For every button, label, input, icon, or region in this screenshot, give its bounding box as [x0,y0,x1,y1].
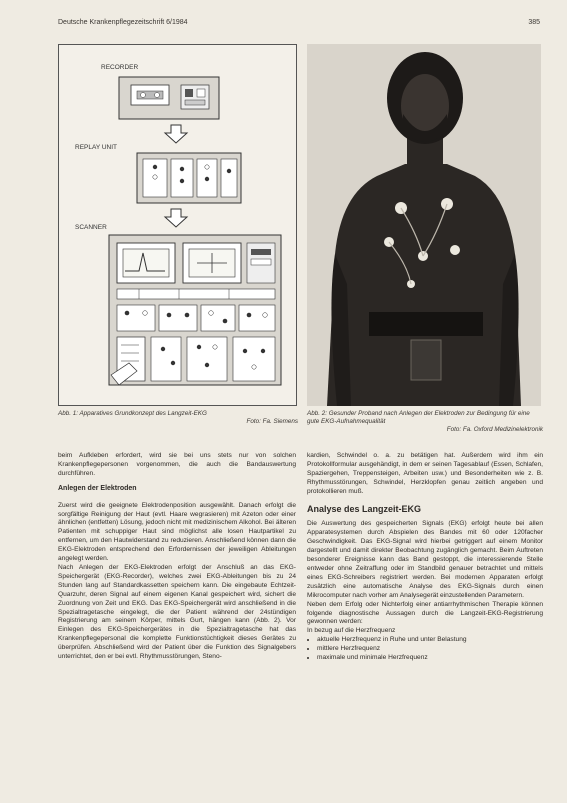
arrow-recorder-to-replay [165,125,187,143]
figure2-caption-block [307,410,543,434]
page-header [58,19,540,31]
list-item: • maximale und minimale Herzfrequenz [317,654,543,663]
right-text-column [307,452,543,797]
list-intro: In bezug auf die Herzfrequenz [307,627,396,635]
right-paragraph-3: Neben dem Erfolg oder Nichterfolg einer antiarrhythmischen Therapie können folgende diagnostische Aussagen durch die Langzeit-EKG-Registrierung gewonnen werden: [307,600,543,626]
right-paragraph-1: kardien, Schwindel o. a. zu betätigen hat. Außerdem wird ihm ein Protokollformular ausgehändigt, in dem er seinen Tagesablauf (Essen, Schlafen, Spaziergehen, Treppensteigen, Arbeiten usw.) und Besonderheiten wie z. B. Rhythmusstörungen, Schwindel, Herzklopfen genau zeitlich angeben und protokollieren muß. [307,452,543,495]
figure-system-diagram [58,44,297,406]
arrow-replay-to-scanner [165,209,187,227]
section-heading-electrodes: Anlegen der Elektroden [58,484,137,492]
scanner-label: SCANNER [75,224,107,231]
left-paragraph-2: Zuerst wird die geeignete Elektrodenposition ausgewählt. Danach erfolgt die sorgfältige Reinigung der Haut (evtl. Haare wegrasieren) mit Azeton oder einer ähnlichen (entfetten) Lösung, jedoch nicht mit medizinischem Alkohol. Bei älteren Patienten mit schuppiger Haut sind möglichst alle losen Hautpartikel zu entfernen, um den Hautwiderstand zu reduzieren. Anschließend können dann die EKG-Elektroden entsprechend den Erfordernissen der jeweiligen Ableitungen angelegt werden. [58,501,296,563]
figure-patient-photo [307,44,541,406]
figure1-caption: Abb. 1: Apparatives Grundkonzept des Langzeit-EKG [58,410,207,417]
heart-rate-list [307,636,543,663]
figure1-caption-block [58,410,298,426]
page-number: 385 [528,19,540,26]
figure1-credit: Foto: Fa. Siemens [246,418,298,425]
left-paragraph-3: Nach Anlegen der EKG-Elektroden erfolgt der Anschluß an das EKG-Speichergerät (EKG-Recorder), welches zwei EKG-Ableitungen bis zu 24 Stunden lang auf Standardkassetten speichern kann. Die eingebaute Echtzeit-Quarzuhr, deren Signal auf einem eigenen Kanal gespeichert wird, sichert die Zuordnung von Zeit und EKG. Das EKG-Speichergerät wird anschließend in die Spezialtragetasche eingelegt, die der Patient während der 24stündigen Registrierung am seinem Körper, mittels Gurt, hängen kann (Abb. 2). Vor Einlegen des EKG-Speichergerätes in die Spezialtragetasche hat das Krankenpflegepersonal die komplette Funktionstüchtigkeit dieses Gerätes zu überprüfen. Abschließend wird der Patient über die Funktion des Signalgebers unterrichtet, den er bei evtl. Rhythmusstörungen, Steno- [58,563,296,661]
left-text-column [58,452,296,792]
replay-unit-device [137,153,241,203]
recorder-label: RECORDER [101,64,139,71]
figure2-caption: Abb. 2: Gesunder Proband nach Anlegen der Elektroden zur Bedingung für eine gute EKG-Aufnahmequalität [307,410,530,425]
figure2-credit: Foto: Fa. Oxford Medizinelektronik [446,426,543,433]
journal-name: Deutsche Krankenpflegezeitschrift 6/1984 [58,19,188,26]
scanner-device [109,235,281,385]
left-paragraph-1: beim Aufkleben erfordert, wird sie bei uns stets nur von solchen Krankenpflegepersonen vorgenommen, die auch die Bandauswertung durchführen. [58,452,296,477]
replay-unit-label: REPLAY UNIT [75,144,118,151]
patient-photo [307,44,541,406]
right-paragraph-2: Die Auswertung des gespeicherten Signals (EKG) erfolgt heute bei allen Apparatesystemen durch Abspielen des Bandes mit 60 oder 120facher Geschwindigkeit. Das EKG-Signal wird hierbei getriggert auf einem Monitor dargestellt und damit direkter Beobachtung zugänglich gemacht. Beim Auftreten besonderer Ereignisse kann das Band gestoppt, die interessierende Stelle entweder ohne Zeitraffung oder im Standbild genauer betrachtet und mittels eines EKG-Schreibers registriert werden. Bei modernen Apparaten erfolgt zusätzlich eine automatische Analyse des EKG-Signals durch einen Mikrocomputer nach vorher am Analysegerät einzustellenden Parametern. [307,520,543,599]
section-heading-analysis: Analyse des Langzeit-EKG [307,503,422,514]
system-diagram [59,45,296,405]
list-item: • mittlere Herzfrequenz [317,645,543,654]
list-item: • aktuelle Herzfrequenz in Ruhe und unter Belastung [317,636,543,645]
recorder-device [119,77,219,119]
